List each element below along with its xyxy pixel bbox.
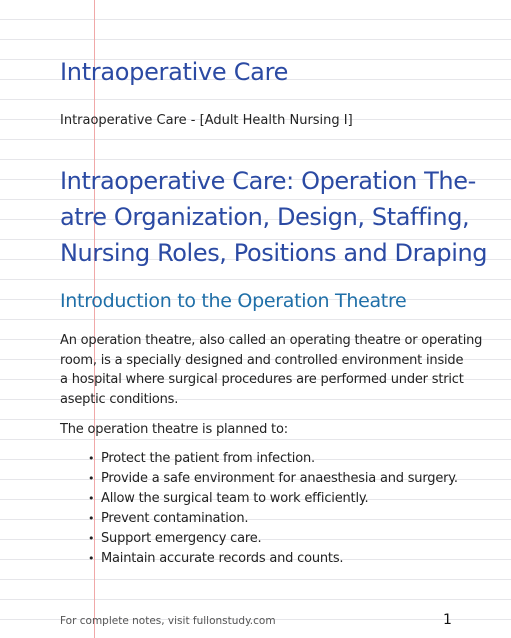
paragraph-line: a hospital where surgical procedures are performed under strict [60, 372, 464, 387]
purpose-paragraph: The operation theatre is planned to: [60, 422, 288, 437]
list-item [88, 509, 458, 529]
purpose-bullet-list [88, 449, 458, 569]
main-heading-line: atre Organization, Design, Staffing, [60, 203, 470, 231]
list-item [88, 549, 458, 569]
list-item-text: Protect the patient from infection. [101, 451, 315, 466]
bullet-icon: • [88, 532, 95, 545]
main-heading [60, 163, 488, 271]
list-item-text: Support emergency care. [101, 531, 262, 546]
main-heading-line: Nursing Roles, Positions and Draping [60, 239, 488, 267]
page-subtitle: Intraoperative Care - [Adult Health Nursing I] [60, 113, 353, 128]
list-item [88, 449, 458, 469]
intro-paragraph [60, 331, 483, 409]
list-item [88, 489, 458, 509]
list-item-text: Provide a safe environment for anaesthesia and surgery. [101, 471, 458, 486]
bullet-icon: • [88, 452, 95, 465]
page-title: Intraoperative Care [60, 58, 289, 86]
list-item-text: Prevent contamination. [101, 511, 249, 526]
paragraph-line: An operation theatre, also called an operating theatre or operating [60, 333, 483, 348]
list-item [88, 529, 458, 549]
bullet-icon: • [88, 552, 95, 565]
page-number: 1 [443, 612, 452, 628]
bullet-icon: • [88, 472, 95, 485]
list-item-text: Maintain accurate records and counts. [101, 551, 344, 566]
list-item [88, 469, 458, 489]
paragraph-line: aseptic conditions. [60, 391, 179, 407]
main-heading-line: Intraoperative Care: Operation The- [60, 167, 476, 195]
footer-note: For complete notes, visit fullonstudy.com [60, 615, 276, 627]
bullet-icon: • [88, 492, 95, 505]
list-item-text: Allow the surgical team to work efficiently. [101, 491, 369, 506]
paragraph-line: room, is a specially designed and controlled environment inside [60, 352, 464, 368]
bullet-icon: • [88, 512, 95, 525]
section-heading: Introduction to the Operation Theatre [60, 290, 407, 312]
